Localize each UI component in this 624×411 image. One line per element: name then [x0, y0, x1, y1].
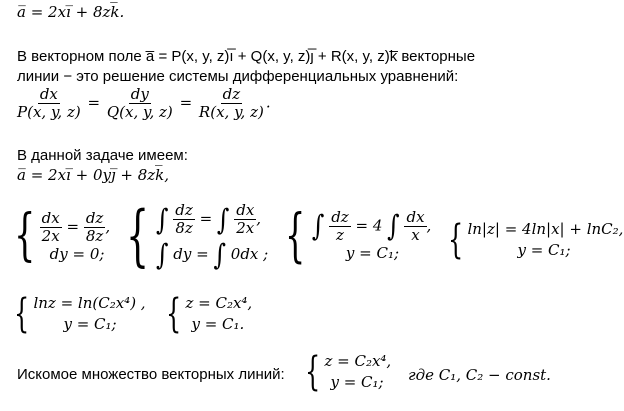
system-1 — [14, 203, 111, 268]
system-4-row-1: ln|z| = 4ln|x| + lnC₂, — [467, 220, 624, 238]
system-4-row-2: y = C₁; — [517, 241, 571, 259]
constants-note: где C₁, C₂ − const. — [408, 366, 551, 384]
system-1-row-2: dy = 0; — [49, 244, 105, 263]
left-brace: { — [285, 201, 306, 269]
vector-field-definition: a̅ = 2xı̅ + 8zk̅. — [17, 3, 125, 21]
integral-sign: ∫ — [216, 202, 230, 237]
numerator: dx — [39, 85, 58, 103]
denominator: 2x — [41, 226, 60, 245]
zero-dx: 0dx ; — [230, 245, 269, 263]
system-4 — [448, 219, 623, 261]
denominator: 8z — [175, 219, 193, 237]
left-brace: { — [305, 349, 321, 395]
numerator: dx — [236, 201, 255, 219]
dy-equals: dy = — [173, 245, 214, 263]
system-5-row-1: lnz = ln(C₂x⁴) , — [33, 294, 146, 312]
system-2-row-1: ∫ $\frac{dz}{8z}$ = ∫ $\frac{dx}{2x}$ , — [156, 201, 262, 237]
numerator: dz — [85, 208, 104, 227]
left-brace: { — [126, 196, 150, 274]
denominator: z — [336, 225, 344, 244]
system-2 — [126, 196, 269, 274]
final-label: Искомое множество векторных линий: — [17, 366, 285, 383]
integral-sign: ∫ — [387, 209, 400, 243]
integral-sign: ∫ — [311, 209, 325, 243]
numerator: dx — [41, 208, 60, 227]
paragraph-2-line-2: a̅ = 2xı̅ + 0yȷ̅ + 8zk̅, — [17, 166, 170, 184]
denominator: x — [411, 225, 420, 244]
numerator: dz — [175, 201, 193, 219]
vector-line-equation — [15, 86, 271, 121]
final-system — [305, 351, 391, 393]
denominator: R(x, y, z) — [198, 103, 264, 121]
final-system-row-1: z = C₂x⁴, — [324, 352, 392, 370]
system-6-row-2: y = C₁. — [191, 315, 245, 333]
paragraph-2-line-1: В данной задаче имеем: — [17, 147, 188, 164]
equals-sign: = — [87, 93, 101, 112]
final-system-row-2: y = C₁; — [330, 373, 384, 391]
numerator: dz — [222, 85, 241, 103]
system-3 — [285, 201, 432, 269]
left-brace: { — [14, 291, 30, 337]
denominator: 8z — [85, 226, 104, 245]
denominator: Q(x, y, z) — [106, 103, 173, 121]
system-1-row-1: $\frac{dx}{2x}$ = $\frac{dz}{8z}$ , — [41, 208, 111, 245]
system-6 — [166, 293, 252, 335]
equals-four: = 4 — [355, 216, 383, 234]
paragraph-1-line-1: В векторном поле a̅ = P(x, y, z)ı̅ + Q(x, y, z)ȷ̅ + R(x, y, z)k̅ векторные — [17, 48, 476, 65]
denominator: P(x, y, z) — [17, 103, 81, 121]
fraction-dz-r — [197, 86, 266, 121]
system-6-row-1: z = C₂x⁴, — [185, 294, 253, 312]
system-2-row-2 — [156, 238, 269, 272]
equals-sign: = — [179, 93, 193, 112]
period: . — [265, 93, 271, 112]
system-3-row-1: ∫ $\frac{dz}{z}$ = 4 ∫ $\frac{dx}{x}$ , — [311, 207, 432, 244]
left-brace: { — [448, 217, 464, 263]
numerator: dx — [406, 207, 425, 226]
integral-sign: ∫ — [156, 238, 169, 272]
fraction-dy-q — [105, 86, 175, 121]
system-5-row-2: y = C₁; — [63, 315, 117, 333]
fraction-dx-p — [15, 86, 83, 121]
denominator: 2x — [236, 219, 255, 237]
system-3-row-2: y = C₁; — [345, 243, 400, 262]
numerator: dy — [130, 85, 149, 103]
integral-sign: ∫ — [156, 202, 169, 237]
integral-sign: ∫ — [213, 238, 226, 272]
left-brace: { — [14, 203, 36, 268]
numerator: dz — [331, 207, 349, 226]
left-brace: { — [166, 291, 182, 337]
system-5 — [14, 293, 146, 335]
paragraph-1-line-2: линии − это решение системы дифференциальных уравнений: — [17, 68, 459, 85]
